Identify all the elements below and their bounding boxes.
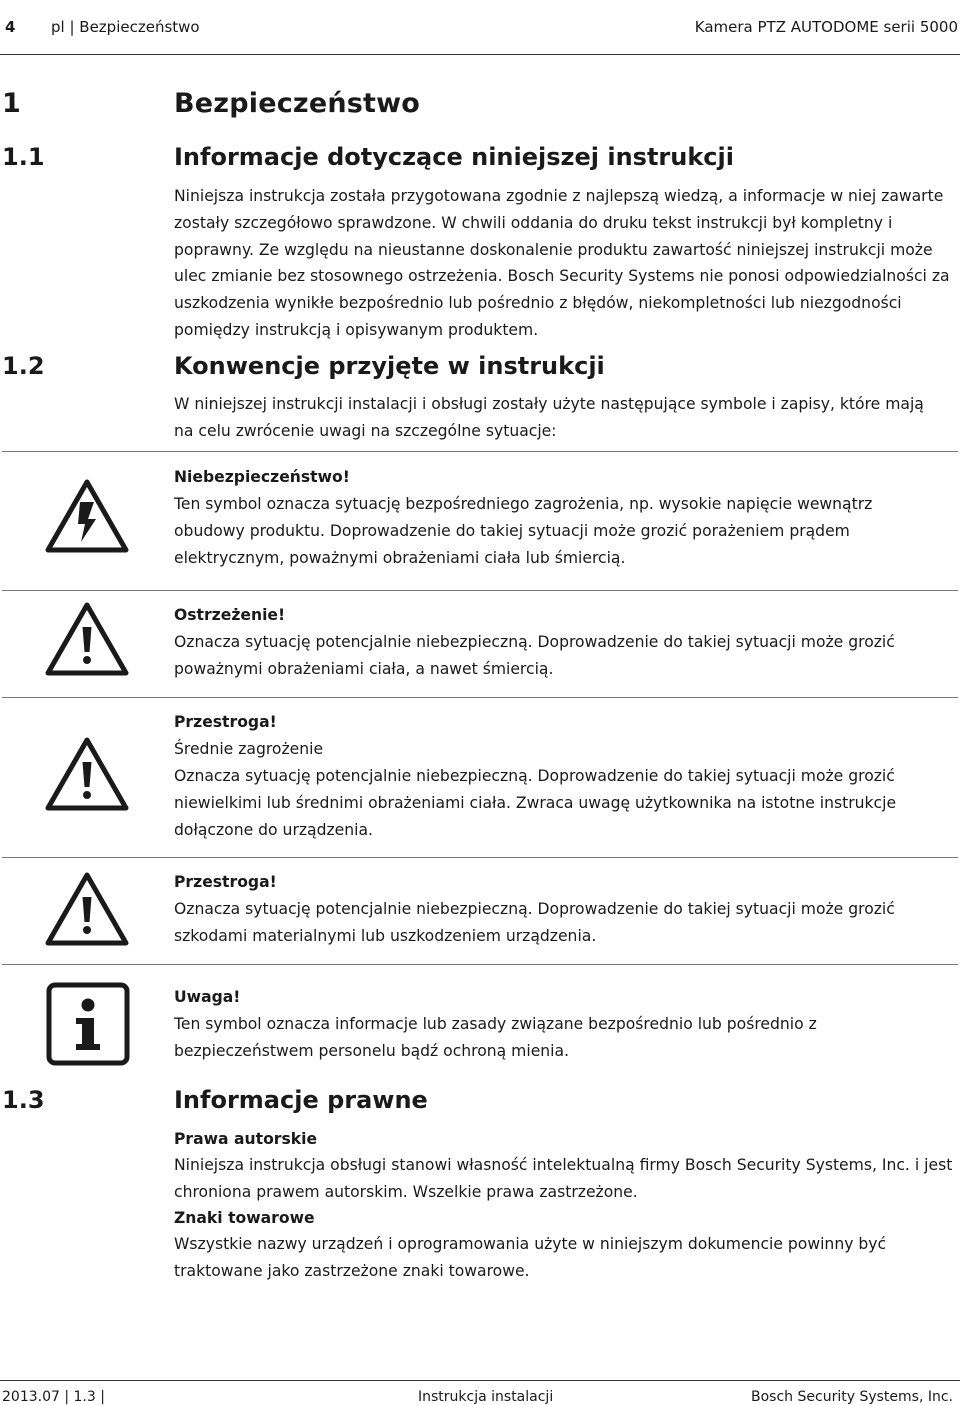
notice-divider (2, 964, 958, 965)
notice-text: Ten symbol oznacza sytuację bezpośredniego zagrożenia, np. wysokie napięcie wewnątrz obudowy produktu. Doprowadzenie do takiej sytuacji może grozić porażeniem prądem elektrycznym, poważnymi obrażeniami ciała lub śmiercią. (174, 495, 873, 567)
notice-text: Ten symbol oznacza informacje lub zasady związane bezpośrednio lub pośrednio z bezpieczeństwem personelu bądź ochroną mienia. (174, 1015, 817, 1060)
footer-rule (0, 1380, 960, 1381)
section-1-3-title: Informacje prawne (174, 1086, 428, 1114)
trademarks-text: Wszystkie nazwy urządzeń i oprogramowania użyte w niniejszym dokumencie powinny być traktowane jako zastrzeżone znaki towarowe. (174, 1235, 887, 1280)
notice-divider (2, 451, 958, 452)
section-1-2-number: 1.2 (2, 352, 45, 380)
header-rule (0, 54, 960, 55)
notice-heading: Ostrzeżenie! (174, 606, 286, 624)
chapter-number: 1 (2, 88, 21, 119)
notice-heading: Uwaga! (174, 988, 241, 1006)
notice-subheading: Średnie zagrożenie (174, 740, 324, 758)
footer-version: 2013.07 | 1.3 | (2, 1389, 105, 1405)
warning-triangle-icon (44, 601, 130, 681)
electric-hazard-triangle-icon (44, 478, 130, 558)
trademarks-heading: Znaki towarowe (174, 1209, 315, 1227)
footer-company: Bosch Security Systems, Inc. (751, 1389, 953, 1405)
notice-divider (2, 590, 958, 591)
notice-heading: Przestroga! (174, 873, 277, 891)
notice-heading: Przestroga! (174, 713, 277, 731)
section-1-1-paragraph: Niniejsza instrukcja została przygotowana zgodnie z najlepszą wiedzą, a informacje w niej zawarte zostały szczegółowo sprawdzone. W chwili oddania do druku tekst instrukcji był kompletny i poprawny. Ze względu na nieustanne doskonalenie produktu zawartość niniejszej instrukcji może ulec zmianie bez stosownego ostrzeżenia. Bosch Security Systems nie ponosi odpowiedzialności za uszkodzenia wynikłe bezpośrednio lub pośrednio z błędów, niekompletności lub niezgodności pomiędzy instrukcją i opisywanym produktem. (174, 187, 950, 339)
info-box-icon (46, 982, 130, 1070)
warning-triangle-icon (44, 736, 130, 816)
notice-text: Oznacza sytuację potencjalnie niebezpieczną. Doprowadzenie do takiej sytuacji może grozić szkodami materialnymi lub uszkodzeniem urządzenia. (174, 900, 895, 945)
warning-triangle-icon (44, 871, 130, 951)
notice-text: Oznacza sytuację potencjalnie niebezpieczną. Doprowadzenie do takiej sytuacji może grozić poważnymi obrażeniami ciała, a nawet śmiercią. (174, 633, 895, 678)
section-1-2-title: Konwencje przyjęte w instrukcji (174, 352, 605, 380)
page-number: 4 (5, 18, 16, 36)
section-1-3-number: 1.3 (2, 1086, 45, 1114)
header-section: pl | Bezpieczeństwo (51, 18, 200, 36)
footer-doc-type: Instrukcja instalacji (418, 1389, 554, 1405)
notice-text: Oznacza sytuację potencjalnie niebezpieczną. Doprowadzenie do takiej sytuacji może grozić niewielkimi lub średnimi obrażeniami ciała. Zwraca uwagę użytkownika na istotne instrukcje dołączone do urządzenia. (174, 767, 897, 839)
copyright-heading: Prawa autorskie (174, 1130, 318, 1148)
header-product: Kamera PTZ AUTODOME serii 5000 (694, 18, 958, 36)
chapter-title: Bezpieczeństwo (174, 88, 421, 119)
notice-heading: Niebezpieczeństwo! (174, 468, 350, 486)
section-1-1-title: Informacje dotyczące niniejszej instrukcji (174, 143, 734, 171)
section-1-1-number: 1.1 (2, 143, 45, 171)
notice-divider (2, 857, 958, 858)
copyright-text: Niniejsza instrukcja obsługi stanowi własność intelektualną firmy Bosch Security Systems, Inc. i jest chroniona prawem autorskim. Wszelkie prawa zastrzeżone. (174, 1156, 953, 1201)
notice-divider (2, 697, 958, 698)
section-1-2-intro: W niniejszej instrukcji instalacji i obsługi zostały użyte następujące symbole i zapisy, które mają na celu zwrócenie uwagi na szczególne sytuacje: (174, 395, 924, 440)
